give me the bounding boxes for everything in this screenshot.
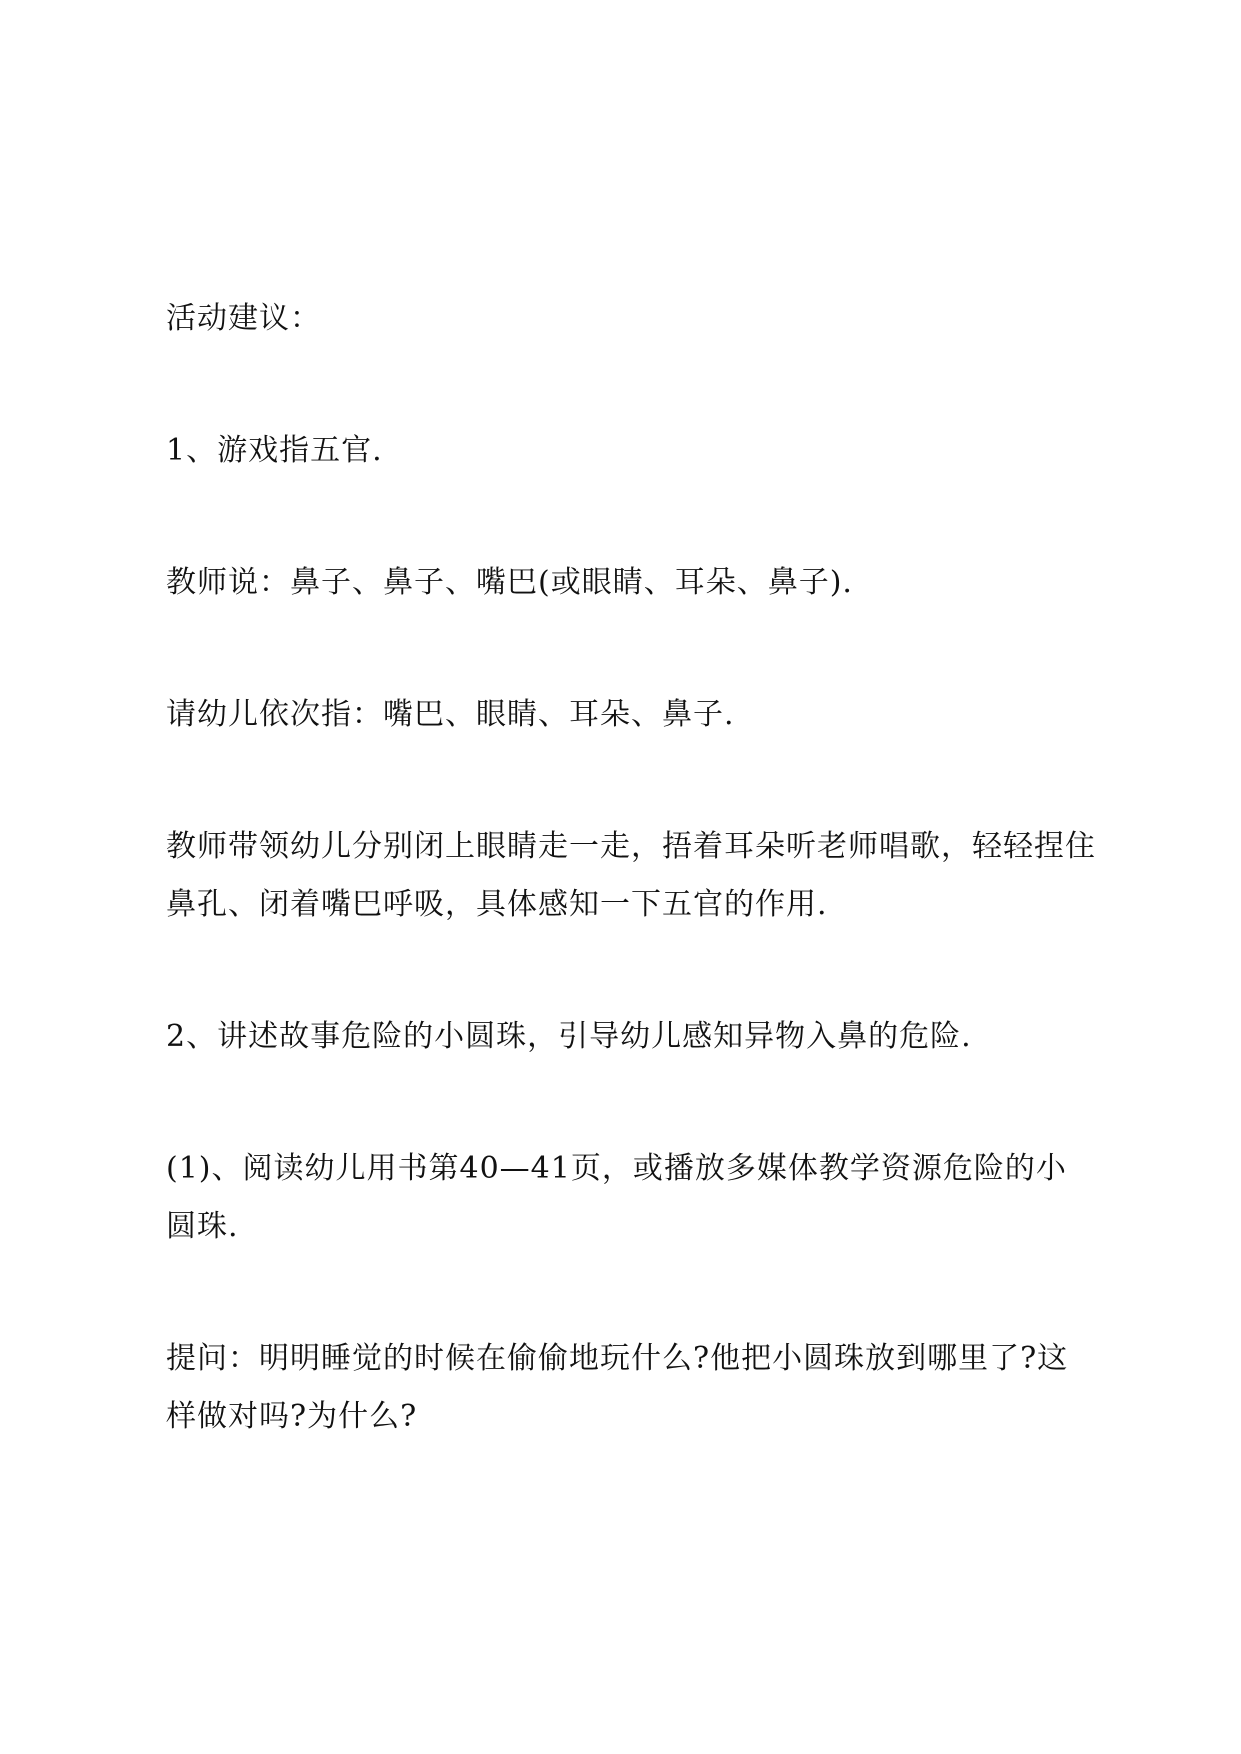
document-body bbox=[166, 290, 1096, 1446]
paragraph: 教师带领幼儿分别闭上眼睛走一走，捂着耳朵听老师唱歌，轻轻捏住鼻孔、闭着嘴巴呼吸，具体感知一下五官的作用. bbox=[166, 829, 1096, 922]
paragraph: (1)、阅读幼儿用书第40—41页，或播放多媒体教学资源危险的小圆珠. bbox=[166, 1151, 1067, 1244]
section-heading: 活动建议： bbox=[166, 301, 321, 336]
paragraph: 2、讲述故事危险的小圆珠，引导幼儿感知异物入鼻的危险. bbox=[166, 1019, 972, 1054]
paragraph: 请幼儿依次指：嘴巴、眼睛、耳朵、鼻子. bbox=[166, 697, 735, 732]
paragraph: 提问：明明睡觉的时候在偷偷地玩什么?他把小圆珠放到哪里了?这样做对吗?为什么? bbox=[166, 1341, 1069, 1434]
paragraph: 1、游戏指五官. bbox=[166, 433, 383, 468]
paragraph: 教师说：鼻子、鼻子、嘴巴(或眼睛、耳朵、鼻子). bbox=[166, 565, 853, 600]
